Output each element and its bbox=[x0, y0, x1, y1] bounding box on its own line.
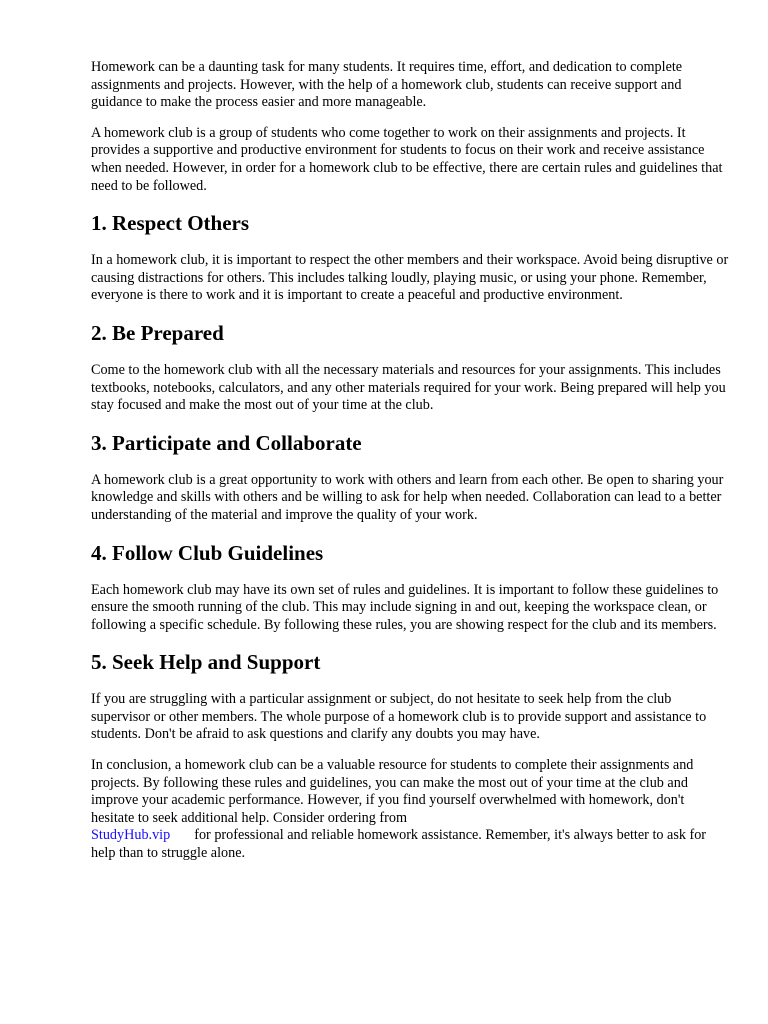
conclusion-paragraph bbox=[91, 757, 731, 863]
studyhub-link[interactable]: StudyHub.vip bbox=[91, 827, 171, 844]
intro-paragraph-2: A homework club is a group of students who come together to work on their assignments and projects. It provides a supportive and productive environment for students to focus on their work and receive assistance when needed. However, in order for a homework club to be effective, there are certain rules and guidelines that need to be followed. bbox=[91, 124, 723, 194]
section-heading-be-prepared: 2. Be Prepared bbox=[91, 320, 224, 345]
intro-paragraph-1: Homework can be a daunting task for many students. It requires time, effort, and dedication to complete assignments and projects. However, with the help of a homework club, students can receive support and guidance to make the process easier and more manageable. bbox=[91, 59, 683, 111]
conclusion-text-after-link: for professional and reliable homework assistance. Remember, it's always better to ask for help than to struggle alone. bbox=[91, 827, 707, 862]
section-heading-respect-others: 1. Respect Others bbox=[91, 211, 250, 236]
section-body-participate: A homework club is a great opportunity to work with others and learn from each other. Be open to sharing your knowledge and skills with others and be willing to ask for help when needed. Collaboration can lead to a better understanding of the material and improve the quality of your work. bbox=[91, 471, 724, 523]
section-body-follow-guidelines: Each homework club may have its own set of rules and guidelines. It is important to follow these guidelines to ensure the smooth running of the club. This may include signing in and out, keeping the workspace clean, or following a specific schedule. By following these rules, you are showing respect for the club and its members. bbox=[91, 581, 719, 633]
section-heading-follow-guidelines: 4. Follow Club Guidelines bbox=[91, 540, 324, 565]
section-heading-participate: 3. Participate and Collaborate bbox=[91, 430, 362, 455]
conclusion-text-before-link: In conclusion, a homework club can be a valuable resource for students to complete their assignments and projects. By following these rules and guidelines, you can make the most out of your time at the club and improve your academic performance. However, if you find yourself overwhelmed with homework, don't hesitate to seek additional help. Consider ordering from bbox=[91, 757, 694, 826]
document-page bbox=[91, 59, 731, 863]
section-body-be-prepared: Come to the homework club with all the necessary materials and resources for your assignments. This includes textbooks, notebooks, calculators, and any other materials required for your work. Being prepared will help you stay focused and make the most out of your time at the club. bbox=[91, 361, 726, 414]
section-body-seek-help: If you are struggling with a particular assignment or subject, do not hesitate to seek help from the club supervisor or other members. The whole purpose of a homework club is to provide support and assistance to students. Don't be afraid to ask questions and clarify any doubts you may have. bbox=[91, 691, 707, 743]
section-heading-seek-help: 5. Seek Help and Support bbox=[91, 650, 321, 675]
section-body-respect-others: In a homework club, it is important to respect the other members and their workspace. Avoid being disruptive or causing distractions for others. This includes talking loudly, playing music, or using your phone. Remember, everyone is there to work and it is important to create a peaceful and productive environment. bbox=[91, 252, 729, 304]
